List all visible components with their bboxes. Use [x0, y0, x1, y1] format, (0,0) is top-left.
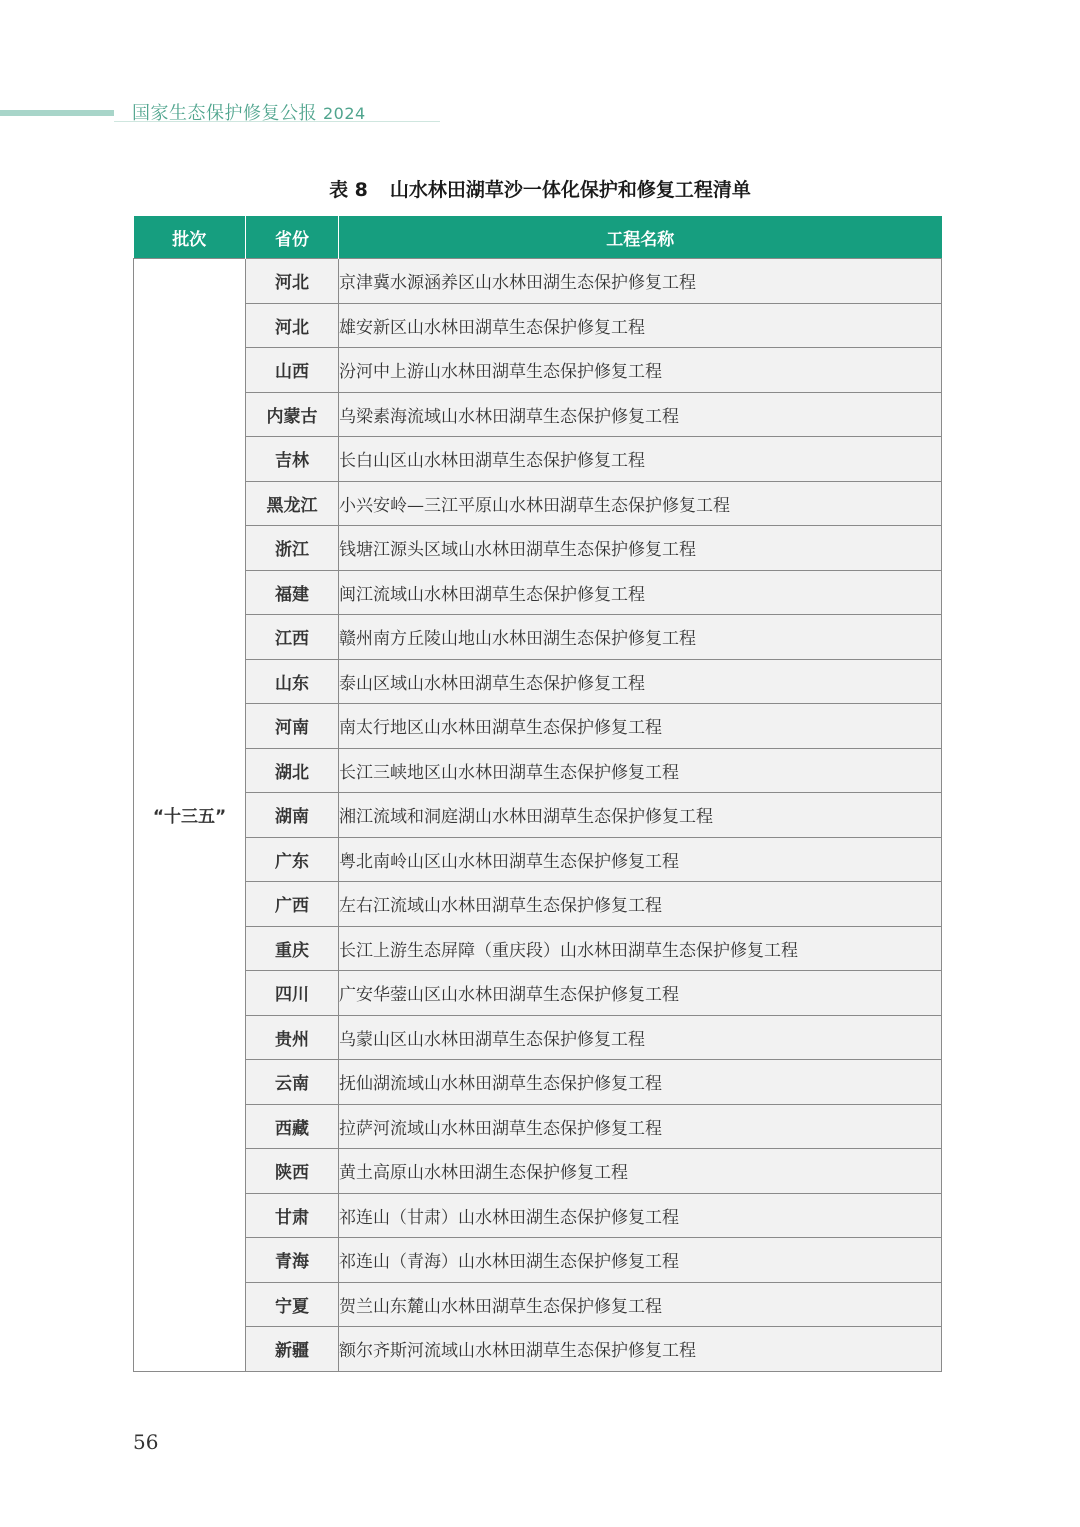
table-title: 山水林田湖草沙一体化保护和修复工程清单	[389, 179, 751, 201]
project-name-cell: 雄安新区山水林田湖草生态保护修复工程	[339, 303, 942, 348]
column-header-batch: 批次	[134, 216, 246, 259]
table-row	[134, 971, 942, 1016]
project-name-cell: 泰山区域山水林田湖草生态保护修复工程	[339, 659, 942, 704]
province-cell: 河南	[246, 704, 339, 749]
province-cell: 山西	[246, 348, 339, 393]
batch-cell: “十三五”	[134, 259, 246, 1372]
province-cell: 江西	[246, 615, 339, 660]
table-row	[134, 837, 942, 882]
projects-table	[133, 216, 942, 1372]
project-name-cell: 京津冀水源涵养区山水林田湖生态保护修复工程	[339, 259, 942, 304]
column-header-province: 省份	[246, 216, 339, 259]
province-cell: 云南	[246, 1060, 339, 1105]
project-name-cell: 长江三峡地区山水林田湖草生态保护修复工程	[339, 748, 942, 793]
project-name-cell: 拉萨河流域山水林田湖草生态保护修复工程	[339, 1104, 942, 1149]
province-cell: 河北	[246, 303, 339, 348]
table-row	[134, 1193, 942, 1238]
table-row	[134, 615, 942, 660]
table-row	[134, 259, 942, 304]
project-name-cell: 南太行地区山水林田湖草生态保护修复工程	[339, 704, 942, 749]
province-cell: 浙江	[246, 526, 339, 571]
project-name-cell: 抚仙湖流域山水林田湖草生态保护修复工程	[339, 1060, 942, 1105]
project-name-cell: 左右江流域山水林田湖草生态保护修复工程	[339, 882, 942, 927]
province-cell: 福建	[246, 570, 339, 615]
province-cell: 重庆	[246, 926, 339, 971]
table-row	[134, 748, 942, 793]
province-cell: 宁夏	[246, 1282, 339, 1327]
table-caption	[0, 175, 1080, 202]
project-name-cell: 额尔齐斯河流域山水林田湖草生态保护修复工程	[339, 1327, 942, 1372]
table-row	[134, 1327, 942, 1372]
project-name-cell: 小兴安岭—三江平原山水林田湖草生态保护修复工程	[339, 481, 942, 526]
table-row	[134, 882, 942, 927]
province-cell: 湖南	[246, 793, 339, 838]
project-name-cell: 湘江流域和洞庭湖山水林田湖草生态保护修复工程	[339, 793, 942, 838]
province-cell: 陕西	[246, 1149, 339, 1194]
province-cell: 内蒙古	[246, 392, 339, 437]
project-name-cell: 长江上游生态屏障（重庆段）山水林田湖草生态保护修复工程	[339, 926, 942, 971]
table-row	[134, 303, 942, 348]
project-name-cell: 钱塘江源头区域山水林田湖草生态保护修复工程	[339, 526, 942, 571]
running-header-title: 国家生态保护修复公报	[132, 103, 317, 124]
province-cell: 湖北	[246, 748, 339, 793]
running-header-year: 2024	[323, 104, 366, 123]
table-row	[134, 1238, 942, 1283]
running-header	[132, 99, 366, 125]
project-name-cell: 长白山区山水林田湖草生态保护修复工程	[339, 437, 942, 482]
province-cell: 广西	[246, 882, 339, 927]
province-cell: 新疆	[246, 1327, 339, 1372]
table-body	[134, 259, 942, 1372]
table-row	[134, 659, 942, 704]
table-row	[134, 1282, 942, 1327]
project-name-cell: 乌梁素海流域山水林田湖草生态保护修复工程	[339, 392, 942, 437]
province-cell: 河北	[246, 259, 339, 304]
table-row	[134, 1015, 942, 1060]
province-cell: 黑龙江	[246, 481, 339, 526]
page-number: 56	[133, 1430, 159, 1454]
table-row	[134, 348, 942, 393]
project-name-cell: 祁连山（青海）山水林田湖生态保护修复工程	[339, 1238, 942, 1283]
table-header-row	[134, 216, 942, 259]
table-row	[134, 526, 942, 571]
province-cell: 贵州	[246, 1015, 339, 1060]
project-name-cell: 闽江流域山水林田湖草生态保护修复工程	[339, 570, 942, 615]
province-cell: 青海	[246, 1238, 339, 1283]
province-cell: 甘肃	[246, 1193, 339, 1238]
table-row	[134, 926, 942, 971]
table-row	[134, 437, 942, 482]
table-row	[134, 392, 942, 437]
project-name-cell: 祁连山（甘肃）山水林田湖生态保护修复工程	[339, 1193, 942, 1238]
column-header-project: 工程名称	[339, 216, 942, 259]
project-name-cell: 贺兰山东麓山水林田湖草生态保护修复工程	[339, 1282, 942, 1327]
province-cell: 西藏	[246, 1104, 339, 1149]
table-row	[134, 481, 942, 526]
table-row	[134, 1060, 942, 1105]
project-name-cell: 广安华蓥山区山水林田湖草生态保护修复工程	[339, 971, 942, 1016]
project-name-cell: 粤北南岭山区山水林田湖草生态保护修复工程	[339, 837, 942, 882]
project-name-cell: 黄土高原山水林田湖生态保护修复工程	[339, 1149, 942, 1194]
table-row	[134, 1104, 942, 1149]
project-name-cell: 赣州南方丘陵山地山水林田湖生态保护修复工程	[339, 615, 942, 660]
table-row	[134, 704, 942, 749]
province-cell: 吉林	[246, 437, 339, 482]
province-cell: 广东	[246, 837, 339, 882]
project-name-cell: 乌蒙山区山水林田湖草生态保护修复工程	[339, 1015, 942, 1060]
header-accent-bar	[0, 110, 114, 116]
province-cell: 四川	[246, 971, 339, 1016]
table-row	[134, 1149, 942, 1194]
project-name-cell: 汾河中上游山水林田湖草生态保护修复工程	[339, 348, 942, 393]
table-row	[134, 793, 942, 838]
table-number: 表 8	[329, 179, 368, 201]
table-row	[134, 570, 942, 615]
province-cell: 山东	[246, 659, 339, 704]
